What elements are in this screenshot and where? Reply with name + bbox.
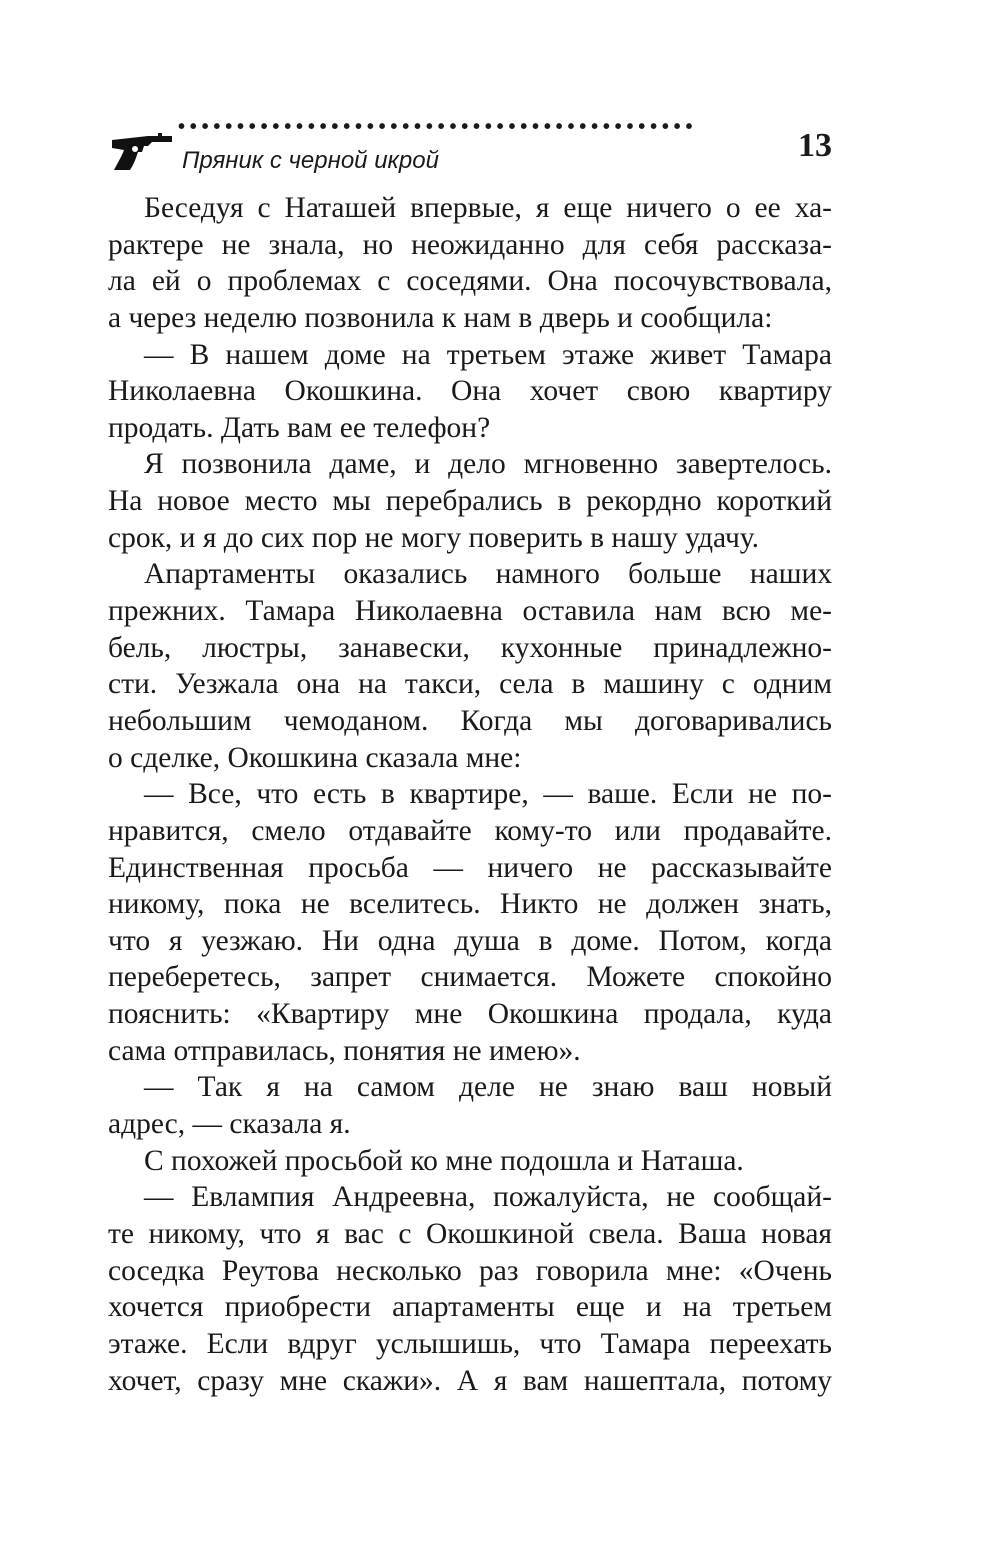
text-line: Единственная просьба — ничего не рассказывайте — [108, 851, 832, 884]
text-line: адрес, — сказала я. — [108, 1108, 351, 1141]
text-line: — В нашем доме на третьем этаже живет Тамара — [144, 338, 832, 371]
text-line: прежних. Тамара Николаевна оставила нам всю ме- — [108, 595, 832, 628]
text-line: Апартаменты оказались намного больше наших — [144, 558, 832, 591]
header-dot-leader: •••••••••••••••••••••••••••••••••••••••••••• — [178, 120, 698, 134]
running-title: Пряник с черной икрой — [182, 147, 439, 174]
text-line: а через неделю позвонила к нам в дверь и сообщила: — [108, 301, 773, 334]
text-line: хочется приобрести апартаменты еще и на третьем — [108, 1291, 832, 1324]
text-line: Беседуя с Наташей впервые, я еще ничего о ее ха- — [144, 192, 832, 224]
text-line: сти. Уезжала она на такси, села в машину с одним — [108, 668, 832, 701]
revolver-icon — [108, 130, 174, 174]
text-line: Я позвонила даме, и дело мгновенно завертелось. — [144, 448, 832, 481]
text-line: — Так я на самом деле не знаю ваш новый — [144, 1071, 832, 1104]
text-line: пояснить: «Квартиру мне Окошкина продала, куда — [108, 998, 832, 1031]
text-line: нравится, смело отдавайте кому-то или продавайте. — [108, 814, 832, 847]
page-number: 13 — [798, 127, 832, 164]
text-line: сама отправилась, понятия не имею». — [108, 1034, 581, 1067]
text-line: С похожей просьбой ко мне подошла и Наташа. — [144, 1144, 744, 1177]
text-line: срок, и я до сих пор не могу поверить в нашу удачу. — [108, 521, 759, 554]
text-line: — Евлампия Андреевна, пожалуйста, не сообщай- — [144, 1181, 832, 1214]
text-line: переберетесь, запрет снимается. Можете спокойно — [108, 961, 832, 994]
text-line: бель, люстры, занавески, кухонные принадлежно- — [108, 631, 832, 664]
text-line: рактере не знала, но неожиданно для себя рассказа- — [108, 228, 832, 261]
text-line: что я уезжаю. Ни одна душа в доме. Потом, когда — [108, 924, 832, 957]
text-line: — Все, что есть в квартире, — ваше. Если не по- — [144, 778, 832, 811]
text-line: продать. Дать вам ее телефон? — [108, 411, 491, 444]
text-line: хочет, сразу мне скажи». А я вам нашептала, потому — [108, 1364, 832, 1397]
text-line: На новое место мы перебрались в рекордно короткий — [108, 485, 832, 518]
text-line: Николаевна Окошкина. Она хочет свою квартиру — [108, 375, 832, 408]
text-line: те никому, что я вас с Окошкиной свела. Ваша новая — [108, 1217, 832, 1250]
text-line: никому, пока не вселитесь. Никто не должен знать, — [108, 888, 832, 921]
page-header — [108, 118, 834, 180]
text-line: соседка Реутова несколько раз говорила мне: «Очень — [108, 1254, 832, 1287]
text-line: ла ей о проблемах с соседями. Она посочувствовала, — [108, 265, 832, 298]
body-text — [108, 190, 832, 1399]
text-line: небольшим чемоданом. Когда мы договаривались — [108, 704, 832, 737]
text-line: этаже. Если вдруг услышишь, что Тамара переехать — [108, 1327, 832, 1360]
text-line: о сделке, Окошкина сказала мне: — [108, 741, 522, 774]
